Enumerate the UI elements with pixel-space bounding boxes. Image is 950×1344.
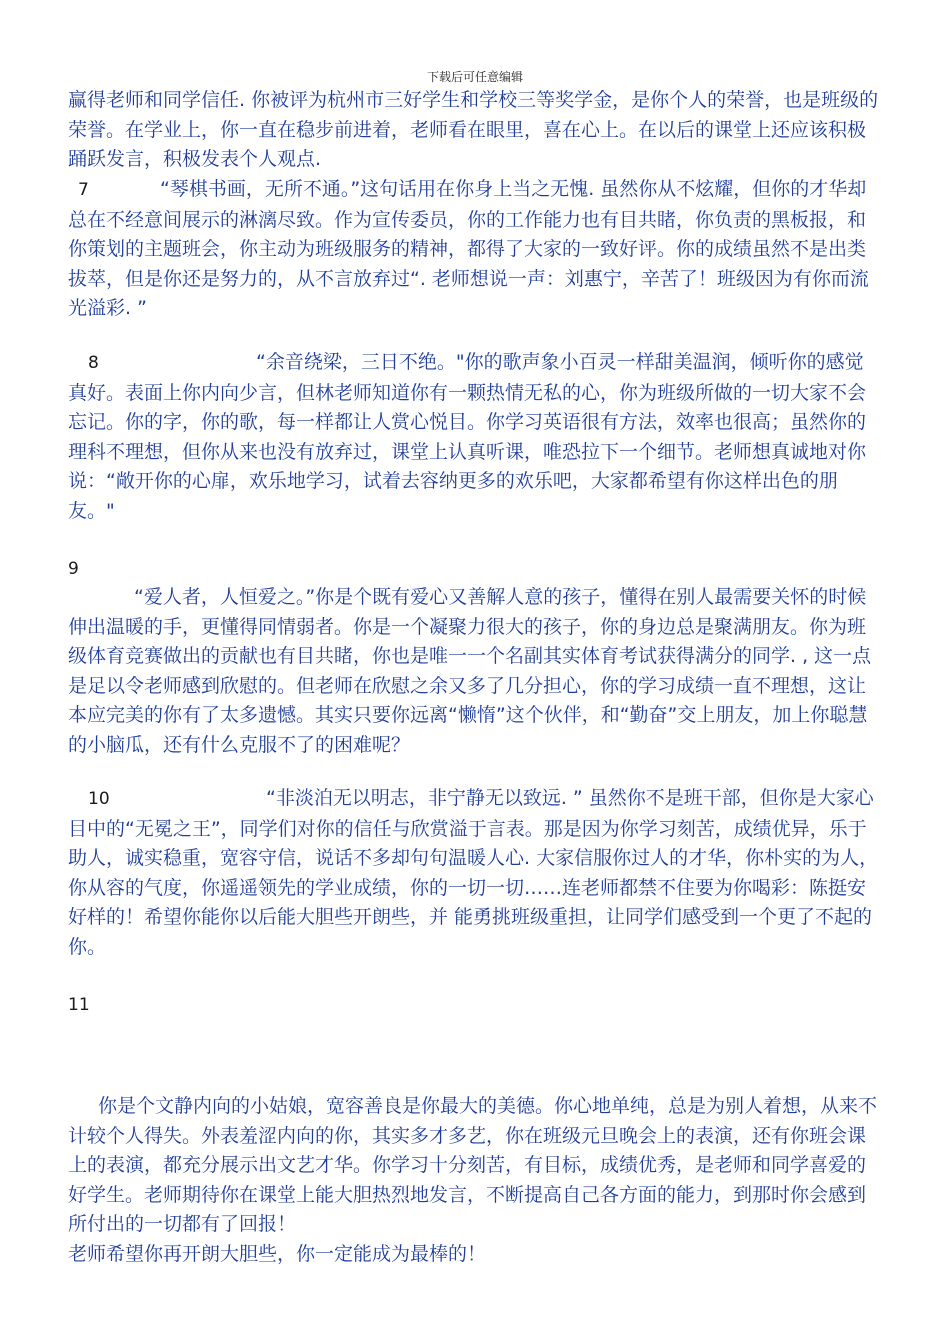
comment-item-8 bbox=[68, 348, 882, 526]
comment-paragraph-6-tail: 赢得老师和同学信任. 你被评为杭州市三好学生和学校三等奖学金，是你个人的荣誉，也是班级的荣誉。在学业上，你一直在稳步前进着，老师看在眼里，喜在心上。在以后的课堂上还应该积极踊跃发言，积极发表个人观点. bbox=[68, 89, 879, 170]
comment-item-7 bbox=[68, 175, 882, 324]
comment-number-9: 9 bbox=[68, 559, 79, 579]
comment-text-7: “琴棋书画，无所不通。”这句话用在你身上当之无愧. 虽然你从不炫耀，但你的才华却总在不经意间展示的淋漓尽致。作为宣传委员，你的工作能力也有目共睹，你负责的黑板报，和你策划的主题班会，你主动为班级服务的精神，都得了大家的一致好评。你的成绩虽然不是出类拔萃，但是你还是努力的，从不言放弃过“. 老师想说一声：刘惠宁，辛苦了！班级因为有你而流光溢彩. ” bbox=[68, 178, 869, 319]
comment-item-10 bbox=[68, 784, 882, 962]
comment-text-8: “余音绕梁，三日不绝。"你的歌声象小百灵一样甜美温润，倾听你的感觉真好。表面上你内向少言，但林老师知道你有一颗热情无私的心，你为班级所做的一切大家不会忘记。你的字，你的歌，每一样都让人赏心悦目。你学习英语很有方法，效率也很高；虽然你的理科不理想，但你从来也没有放弃过，课堂上认真听课，唯恐拉下一个细节。老师想真诚地对你说：“敞开你的心扉，欢乐地学习，试着去容纳更多的欢乐吧，大家都希望有你这样出色的朋友。" bbox=[68, 351, 867, 522]
comment-text-11: 你是个文静内向的小姑娘，宽容善良是你最大的美德。你心地单纯，总是为别人着想，从来不计较个人得失。外表羞涩内向的你，其实多才多艺，你在班级元旦晚会上的表演，还有你班会课上的表演，都充分展示出文艺才华。你学习十分刻苦，有目标，成绩优秀，是老师和同学喜爱的好学生。老师期待你在课堂上能大胆热烈地发言，不断提高自己各方面的能力，到那时你会感到所付出的一切都有了回报！ bbox=[68, 1095, 878, 1235]
comment-number-10: 10 bbox=[88, 789, 110, 809]
comment-number-11: 11 bbox=[68, 995, 90, 1015]
comment-text-10: “非淡泊无以明志，非宁静无以致远. ” 虽然你不是班干部，但你是大家心目中的“无冕之王”，同学们对你的信任与欣赏溢于言表。那是因为你学习刻苦，成绩优异，乐于助人，诚实稳重，宽容守信，说话不多却句句温暖人心. 大家信服你过人的才华，你朴实的为人，你从容的气度，你遥遥领先的学业成绩，你的一切一切……连老师都禁不住要为你喝彩：陈挺安好样的！希望你能你以后能大胆些开朗些，并 能勇挑班级重担，让同学们感受到一个更了不起的你。 bbox=[68, 787, 879, 958]
comment-text-9: “爱人者，人恒爱之。”你是个既有爱心又善解人意的孩子，懂得在别人最需要关怀的时候伸出温暖的手，更懂得同情弱者。你是一个凝聚力很大的孩子，你的身边总是聚满朋友。你为班级体育竞赛做出的贡献也有目共睹，你也是唯一一个名副其实体育考试获得满分的同学. , 这一点是足以令老师感到欣慰的。但老师在欣慰之余又多了几分担心，你的学习成绩一直不理想，这让本应完美的你有了太多遗憾。其实只要你远离“懒惰”这个伙伴，和“勤奋”交上朋友，加上你聪慧的小脑瓜，还有什么克服不了的困难呢？ bbox=[68, 586, 872, 756]
page-header-note: 下载后可任意编辑 bbox=[426, 70, 523, 84]
comment-number-8: 8 bbox=[88, 353, 99, 373]
comment-closing-11: 老师希望你再开朗大胆些，你一定能成为最棒的！ bbox=[68, 1243, 487, 1265]
comment-number-7: 7 bbox=[78, 180, 89, 200]
